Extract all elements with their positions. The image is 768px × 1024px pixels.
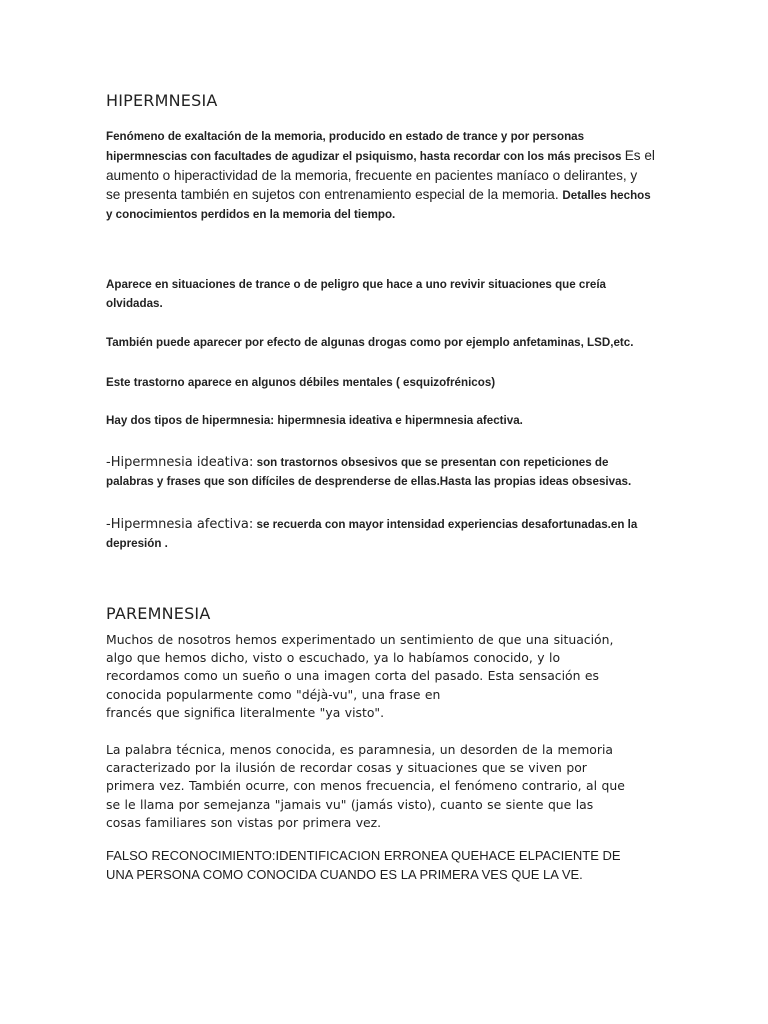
- text-line: conocida popularmente como "déjà-vu", una frase en: [106, 686, 441, 702]
- paragraph-intro: [106, 127, 686, 224]
- text-line: aumento o hiperactividad de la memoria, frecuente en pacientes maníaco o delirantes, y: [106, 168, 638, 183]
- text-run: son trastornos obsesivos que se presentan con repeticiones de: [253, 456, 609, 469]
- paragraph-falso-reconocimiento: [106, 847, 666, 884]
- list-dash: -: [106, 455, 111, 470]
- paragraph-drogas: [106, 333, 666, 352]
- text-line: algo que hemos dicho, visto o escuchado, ya lo habíamos conocido, y lo: [106, 650, 561, 666]
- text-line: caracterizado por la ilusión de recordar cosas y situaciones que se viven por: [106, 760, 587, 776]
- section-title-paremnesia: PAREMNESIA: [106, 604, 211, 623]
- paragraph-ideativa: [106, 453, 666, 491]
- text-line: [106, 185, 686, 205]
- text-line: FALSO RECONOCIMIENTO:IDENTIFICACION ERRONEA QUEHACE ELPACIENTE DE: [106, 848, 621, 863]
- text-line: olvidadas.: [106, 297, 163, 310]
- paragraph-paramnesia: [106, 741, 666, 832]
- paragraph-afectiva: [106, 515, 666, 553]
- text-run: Es el: [624, 148, 655, 163]
- text-line: depresión .: [106, 537, 168, 550]
- text-line: cosas familiares son vistas por primera vez.: [106, 814, 382, 830]
- text-line: francés que significa literalmente "ya visto".: [106, 704, 385, 720]
- text-line: palabras y frases que son difíciles de desprenderse de ellas.Hasta las propias ideas obsesivas.: [106, 475, 632, 488]
- paragraph-tipos: [106, 411, 666, 430]
- text-line: primera vez. También ocurre, con menos frecuencia, el fenómeno contrario, al que: [106, 778, 625, 794]
- text-line: [106, 453, 666, 472]
- text-line: [106, 515, 666, 534]
- text-run: se recuerda con mayor intensidad experiencias desafortunadas.en la: [253, 518, 638, 531]
- text-line: Muchos de nosotros hemos experimentado un sentimiento de que una situación,: [106, 632, 614, 647]
- text-line: Hay dos tipos de hipermnesia: hipermnesia ideativa e hipermnesia afectiva.: [106, 414, 523, 427]
- text-run: se presenta también en sujetos con entrenamiento especial de la memoria.: [106, 187, 563, 202]
- text-line: se le llama por semejanza "jamais vu" (jamás visto), cuanto se siente que las: [106, 796, 594, 812]
- text-line: Aparece en situaciones de trance o de peligro que hace a uno revivir situaciones que creía: [106, 278, 606, 291]
- text-run: Detalles hechos: [562, 189, 651, 202]
- text-line: La palabra técnica, menos conocida, es paramnesia, un desorden de la memoria: [106, 742, 614, 757]
- paragraph-dejavu: [106, 631, 666, 722]
- term-hipermnesia-afectiva: Hipermnesia afectiva:: [110, 517, 254, 532]
- text-line: y conocimientos perdidos en la memoria del tiempo.: [106, 208, 396, 221]
- paragraph-trastorno: [106, 373, 666, 392]
- text-line: Fenómeno de exaltación de la memoria, producido en estado de trance y por personas: [106, 130, 585, 143]
- text-line: Este trastorno aparece en algunos débiles mentales ( esquizofrénicos): [106, 376, 496, 389]
- text-line: [106, 146, 686, 166]
- text-line: recordamos como un sueño o una imagen corta del pasado. Esta sensación es: [106, 668, 600, 684]
- text-line: UNA PERSONA COMO CONOCIDA CUANDO ES LA PRIMERA VES QUE LA VE.: [106, 866, 583, 882]
- list-dash: -: [106, 517, 111, 532]
- text-run: hipermnescias con facultades de agudizar el psiquismo, hasta recordar con los más precisos: [106, 150, 625, 163]
- paragraph-trance: [106, 275, 666, 313]
- section-title-hipermnesia: HIPERMNESIA: [106, 91, 218, 110]
- term-hipermnesia-ideativa: Hipermnesia ideativa:: [110, 455, 254, 470]
- text-line: También puede aparecer por efecto de algunas drogas como por ejemplo anfetaminas, LSD,etc.: [106, 336, 634, 349]
